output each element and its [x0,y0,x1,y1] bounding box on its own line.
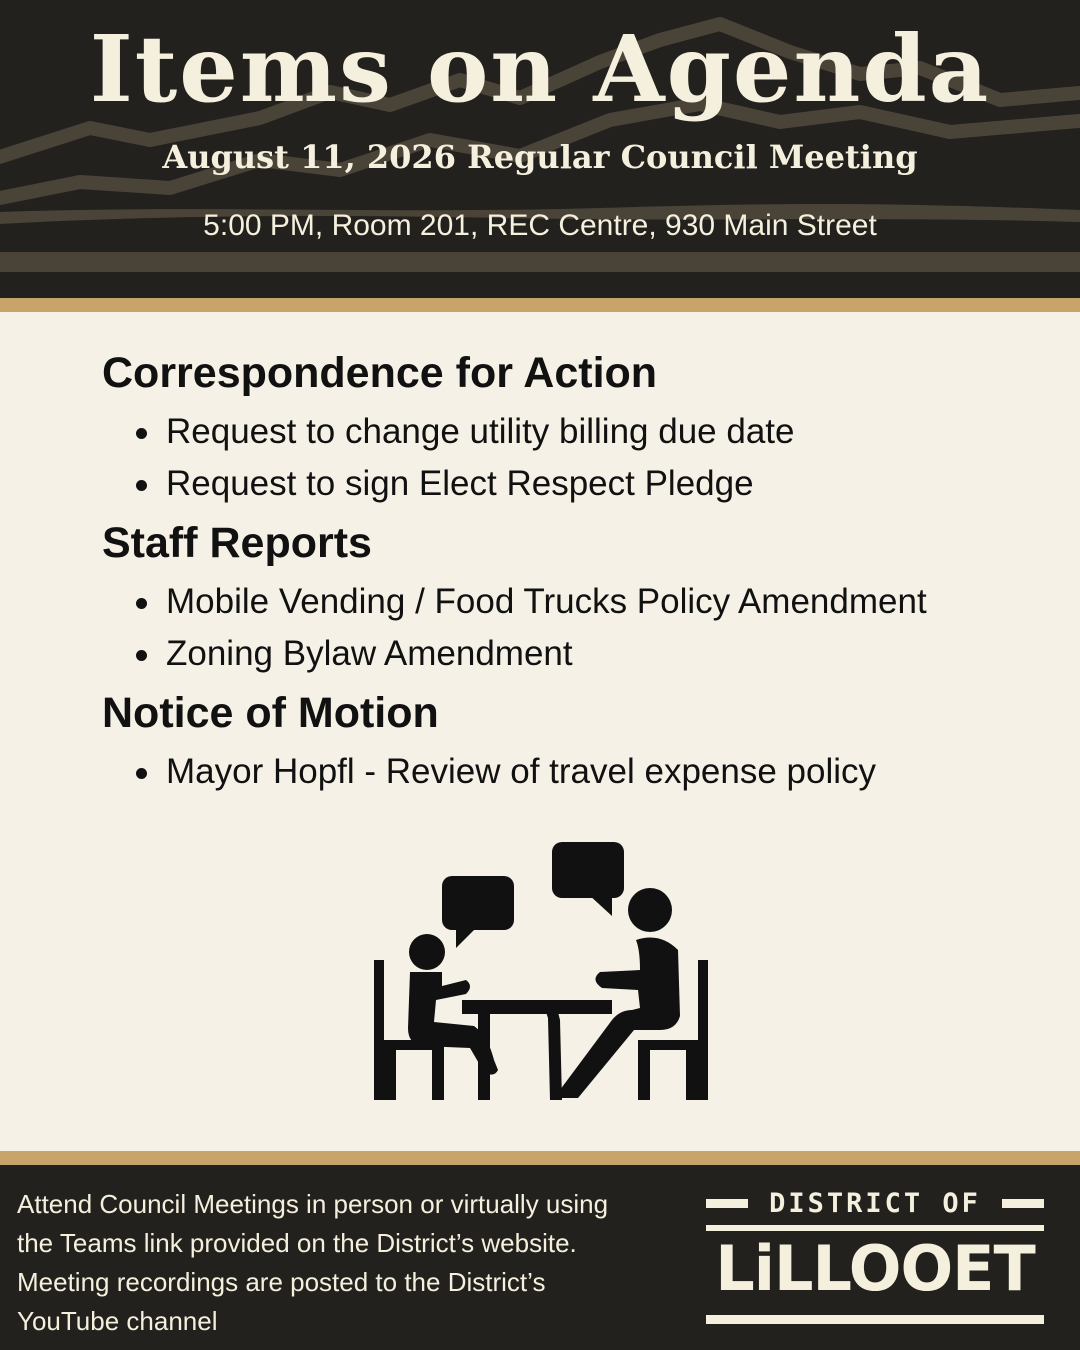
list-item [102,458,1062,510]
list-item-text: Mayor Hopfl - Review of travel expense policy [166,752,877,791]
list-item-text: Mobile Vending / Food Trucks Policy Amendment [166,582,927,621]
footer [0,1165,1080,1350]
list-item [102,576,1062,628]
list-item-text: Request to sign Elect Respect Pledge [166,464,754,503]
section-heading: Staff Reports [102,519,372,567]
logo-district-text: DISTRICT OF [769,1188,981,1219]
section-heading: Correspondence for Action [102,349,658,397]
logo-rule [706,1315,1044,1324]
district-logo [706,1187,1044,1333]
agenda-list [102,340,1062,798]
list-item-text: Zoning Bylaw Amendment [166,634,573,673]
meeting-subtitle: August 11, 2026 Regular Council Meeting [162,138,918,176]
attendance-note: Attend Council Meetings in person or virtually using the Teams link provided on the District’s website. Meeting recordings are posted to the District’s YouTube channel [17,1189,609,1336]
agenda-section-notice-of-motion [102,680,1062,798]
list-item [102,628,1062,680]
logo-name-text: LiLLOOET [715,1232,1035,1305]
section-items [102,746,1062,798]
bullet-icon [136,650,147,661]
section-heading: Notice of Motion [102,689,439,737]
header-banner [0,0,1080,298]
meeting-details: 5:00 PM, Room 201, REC Centre, 930 Main Street [203,209,877,242]
agenda-section-correspondence [102,340,1062,510]
bullet-icon [136,480,147,491]
page-title: Items on Agenda [89,15,991,123]
section-items [102,406,1062,510]
list-item-text: Request to change utility billing due date [166,412,795,451]
list-item [102,406,1062,458]
footer-divider [0,1151,1080,1165]
bullet-icon [136,768,147,779]
agenda-section-staff-reports [102,510,1062,680]
list-item [102,746,1062,798]
section-items [102,576,1062,680]
header-divider [0,298,1080,312]
meeting-conversation-icon [370,840,710,1105]
bullet-icon [136,428,147,439]
bullet-icon [136,598,147,609]
